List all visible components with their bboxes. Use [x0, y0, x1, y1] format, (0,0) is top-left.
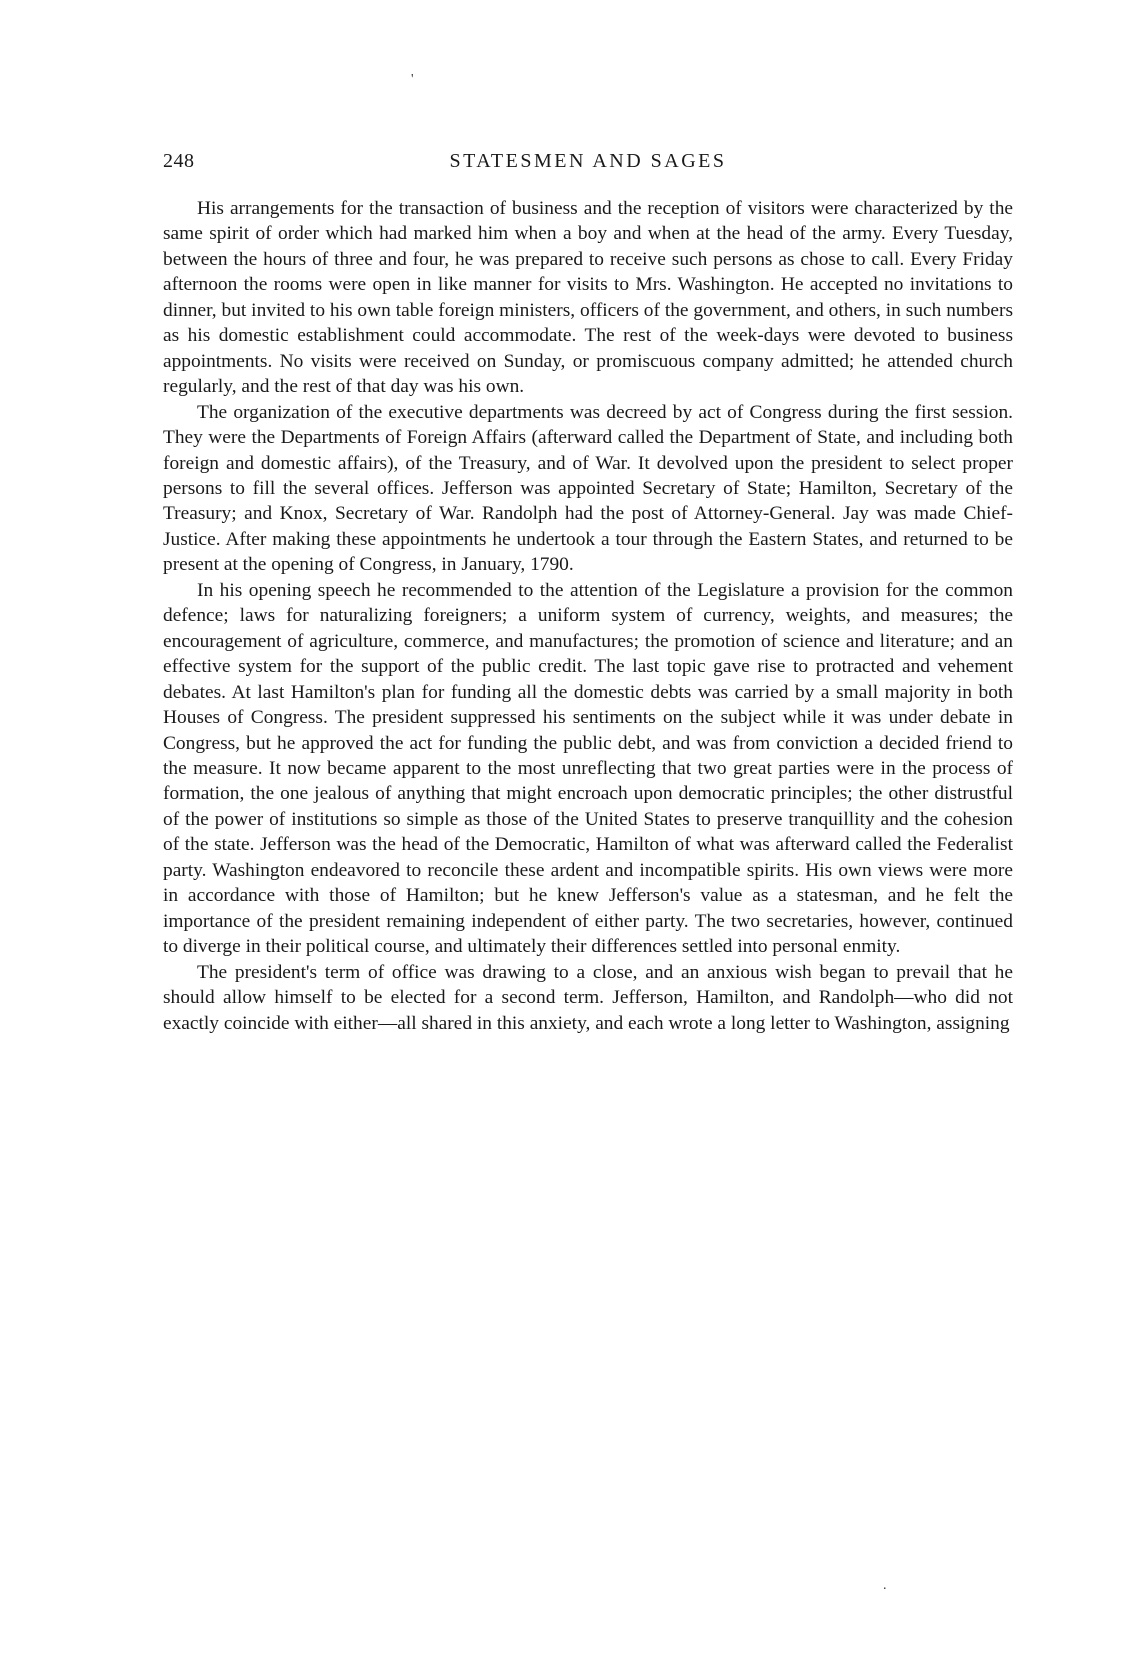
paragraph-departments: The organization of the executive departments was decreed by act of Congress during the first session. They were the Departments of Foreign Affairs (afterward called the Department of State, and including both foreign and domestic affairs), of the Treasury, and of War. It devolved upon the president to select proper persons to fill the several offices. Jefferson was appointed Secretary of State; Hamilton, Secretary of the Treasury; and Knox, Secretary of War. Randolph had the post of Attorney-General. Jay was made Chief-Justice. After making these appointments he undertook a tour through the Eastern States, and returned to be present at the opening of Congress, in January, 1790. [163, 401, 1013, 576]
print-mark-top: ' [411, 72, 414, 87]
paragraph-opening-speech: In his opening speech he recommended to the attention of the Legislature a provision for the common defence; laws for naturalizing foreigners; a uniform system of currency, weights, and measures; the encouragement of agriculture, commerce, and manufactures; the promotion of science and literature; and an effective system for the support of the public credit. The last topic gave rise to protracted and vehement debates. At last Hamilton's plan for funding all the domestic debts was carried by a small majority in both Houses of Congress. The president suppressed his sentiments on the subject while it was under debate in Congress, but he approved the act for funding the public debt, and was from conviction a decided friend to the measure. It now became apparent to the most unreflecting that two great parties were in the process of formation, the one jealous of anything that might encroach upon democratic principles; the other distrustful of the power of institutions so simple as those of the United States to preserve tranquillity and the cohesion of the state. Jefferson was the head of the Democratic, Hamilton of what was afterward called the Federalist party. Washington endeavored to reconcile these ardent and incompatible spirits. His own views were more in accordance with those of Hamilton; but he knew Jefferson's value as a statesman, and he felt the importance of the president remaining independent of either party. The two secretaries, however, continued to diverge in their political course, and ultimately their differences settled into personal enmity. [163, 579, 1013, 958]
paragraph-visitors: His arrangements for the transaction of business and the reception of visitors were characterized by the same spirit of order which had marked him when a boy and when at the head of the army. Every Tuesday, between the hours of three and four, he was prepared to receive such persons as chose to call. Every Friday afternoon the rooms were open in like manner for visits to Mrs. Washington. He accepted no invitations to dinner, but invited to his own table foreign ministers, officers of the government, and others, in such numbers as his domestic establishment could accommodate. The rest of the week-days were devoted to business appointments. No visits were received on Sunday, or promiscuous company admitted; he attended church regularly, and the rest of that day was his own. [163, 198, 1013, 398]
print-mark-bottom: . [883, 1578, 887, 1593]
body-text [163, 196, 1013, 1036]
paragraph-second-term: The president's term of office was drawing to a close, and an anxious wish began to prevail that he should allow himself to be elected for a second term. Jefferson, Hamilton, and Randolph—who did not exactly coincide with either—all shared in this anxiety, and each wrote a long letter to Washington, assigning [163, 961, 1013, 1034]
running-title: STATESMEN AND SAGES [449, 150, 727, 172]
page-header [163, 150, 1013, 182]
page-number: 248 [163, 150, 195, 172]
